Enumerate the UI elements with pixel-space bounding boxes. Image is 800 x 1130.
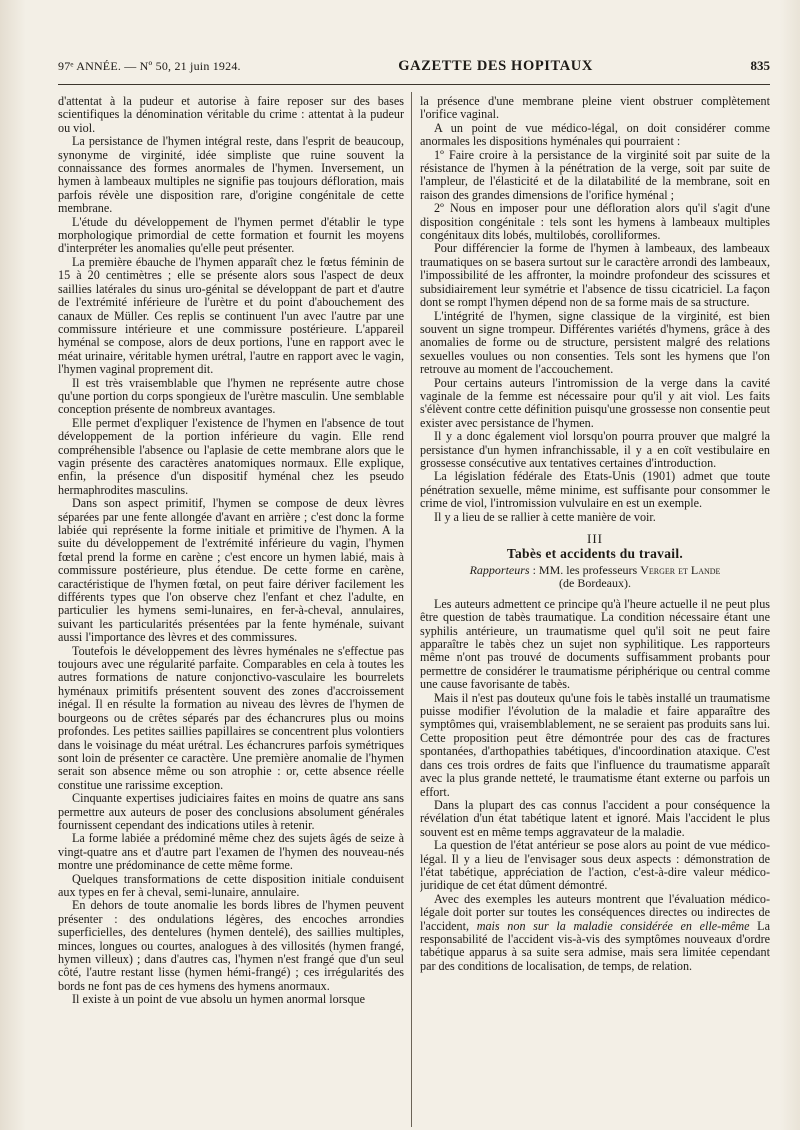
paragraph: Elle permet d'expliquer l'existence de l'hymen en l'absence de tout développement de la portion inférieure du vagin. Elle rend compréhensible l'absence ou l'aplasie de cette membrane alors que le vagin présente des caractères anatomiques normaux. Elle explique, enfin, la présence d'un dispositif hyménal chez les pseudo hermaphrodites masculins.: [58, 415, 404, 497]
paragraph: Dans son aspect primitif, l'hymen se compose de deux lèvres séparées par une fente allongée d'avant en arrière ; c'est donc la forme labiée qui représente la forme initiale et primitive de l'hymen. A la suite du développement de l'extrémité inférieure du vagin, l'hymen fœtal prend la forme en carène ; c'est encore un hymen labié, mais à commissure postérieure, plus étendue. De cette forme en carène, caractéristique de l'hymen fœtal, on peut faire dériver facilement les différents types que l'on observe chez l'enfant et chez l'adulte, en particulier les hymens semi-lunaires, en fer-à-cheval, annulaires, suivant les particularités présentées par la fente hyménale, suivant aussi l'importance des lèvres et des commissures.: [58, 496, 404, 645]
paragraph: la présence d'une membrane pleine vient obstruer complètement l'orifice vaginal.: [420, 95, 770, 122]
paragraph: L'intégrité de l'hymen, signe classique de la virginité, est bien souvent un signe trompeur. Différentes variétés d'hymens, grâce à des anomalies de forme ou de structure, persistent malgré des relations sexuelles voulues ou non consenties. Tels sont les hymens que l'on retrouve au moment de l'accouchement.: [420, 308, 770, 377]
list-item: 2º Nous en imposer pour une défloration alors qu'il s'agit d'une disposition congénitale : tels sont les hymens à lambeaux multiples congénitaux dits lobés, multilobés, corolliformes.: [420, 201, 770, 243]
left-column: [58, 95, 404, 1125]
paragraph: Pour différencier la forme de l'hymen à lambeaux, des lambeaux traumatiques on se basera surtout sur le caractère arrondi des lambeaux, l'impossibilité de les affronter, la moindre profondeur des scissures et subsidiairement leur symétrie et l'absence de tissu cicatriciel. La façon dont se rompt l'hymen dépend non de sa forme mais de sa structure.: [420, 241, 770, 310]
paragraph: En dehors de toute anomalie les bords libres de l'hymen peuvent présenter : des ondulations légères, des encoches arrondies superficielles, des dentelures (hymen dentelé), des saillies multiples, minces, longues ou courtes, analogues à des villosités (hymen frangé, hymen villeux) ; dans d'autres cas, l'hymen n'est frangé que d'un seul côté, l'autre restant lisse (hymen hémi-frangé) ; ces irrégularités des bords ne font pas de ces hymens des hymens anormaux.: [58, 898, 404, 993]
list-item: 1º Faire croire à la persistance de la virginité soit par suite de la résistance de l'hymen à la pénétration de la verge, soit par suite de l'ampleur, de l'élasticité et de la dilatabilité de la membrane, soit en raison des grandes dimensions de l'orifice hyménal ;: [420, 147, 770, 202]
paragraph: Les auteurs admettent ce principe qu'à l'heure actuelle il ne peut plus être question de tabès traumatique. La condition nécessaire étant une syphilis antérieure, un traumatisme quel qu'il soit ne peut faire apparaître le tabès chez un sujet non syphilitique. Les rapporteurs même n'ont pas trouvé de documents suffisamment probants pour permettre de considérer le traumatisme périphérique ou central comme une cause favorisante de tabès.: [420, 596, 770, 692]
journal-title: GAZETTE DES HOPITAUX: [398, 58, 593, 74]
paragraph: Il y a donc également viol lorsqu'on pourra prouver que malgré la persistance d'un hymen infranchissable, il y a en coït vestibulaire en grossesse consécutive aux tentatives certaines d'introduction.: [420, 429, 770, 470]
text-run: Avec des exemples les auteurs montrent que l'évaluation médico-légale doit porter sur toutes les conséquences directes ou indirectes de l'accident,: [420, 891, 770, 933]
page-header: [58, 58, 770, 82]
paragraph: La législation fédérale des Etats-Unis (1901) admet que toute pénétration sexuelle, même minime, est suffisante pour consommer le crime de viol, l'intromission vulvulaire en est un exemple.: [420, 469, 770, 511]
paragraph: Il existe à un point de vue absolu un hymen anormal lorsque: [72, 992, 365, 1007]
rapporteurs-place: (de Bordeaux).: [559, 575, 631, 590]
right-column: [420, 95, 770, 1125]
page-number: 835: [750, 58, 770, 73]
paragraph: L'étude du développement de l'hymen permet d'établir le type morphologique primordial de cette formation et fournit les moyens d'interpréter les anomalies qu'elle peut présenter.: [58, 214, 404, 256]
paragraph: Pour certains auteurs l'intromission de la verge dans la cavité vaginale de la femme est nécessaire pour qu'il y ait viol. Les faits s'élèvent contre cette définition puisqu'une grossesse non consentie peut exister avec persistance de l'hymen.: [420, 375, 770, 430]
paragraph: La question de l'état antérieur se pose alors au point de vue médico-légal. Il y a lieu de l'envisager sous deux aspects : démonstration de l'état tabétique, appréciation de l'action, c'est-à-dire valeur médico-juridique de cet état dûment démontré.: [420, 838, 770, 893]
paragraph: Dans la plupart des cas connus l'accident a pour conséquence la révélation d'un état tabétique latent et ignoré. Mais l'accident le plus souvent est en même temps aggravateur de la maladie.: [420, 797, 770, 839]
rapporteurs-line: [420, 564, 770, 590]
paragraph: La persistance de l'hymen intégral reste, dans l'esprit de beaucoup, synonyme de virginité, idée simpliste que ruine souvent la connaissance des formes anormales de l'hymen. Inversement, un hymen à lambeaux multiples ne signifie pas toujours défloration, mais parfois révèle une disposition rare, d'origine congénitale de cette membrane.: [58, 134, 404, 216]
paragraph: Cinquante expertises judiciaires faites en moins de quatre ans sans permettre aux auteurs de poser des conclusions absolument générales fournissent cependant des indications utiles à retenir.: [58, 791, 404, 832]
issue-info: 97ᵉ ANNÉE. — Nº 50, 21 juin 1924.: [58, 59, 241, 73]
paragraph: Toutefois le développement des lèvres hyménales ne s'effectue pas toujours avec une régularité parfaite. Comparables en cela à toutes les autres formations de nature conjonctivo-vasculaire les bourrelets hyménaux primitifs présentent souvent des zones d'accroissement inégal. Il en résulte la formation au niveau des lèvres de l'hymen de bourgeons ou de crêtes séparés par des échancrures plus ou moins profondes. Les petites saillies papillaires se concentrent plus volontiers dans le voisinage du méat urétral. Les échancrures parfois symétriques sont loin de présenter ce caractère. Une première anomalie de l'hymen serait son absence même ou son atrophie : or, cette absence réelle constitue une rarissime exception.: [58, 643, 404, 792]
paragraph: d'attentat à la pudeur et autorise à faire reposer sur des bases scientifiques la dénomination véritable du crime : attentat à la pudeur ou viol.: [58, 95, 404, 135]
paragraph: Il y a lieu de se rallier à cette manière de voir.: [434, 509, 656, 524]
header-rule: [58, 84, 770, 85]
paragraph: A un point de vue médico-légal, on doit considérer comme anormales les dispositions hyménales qui pourraient :: [420, 120, 770, 149]
paragraph: La forme labiée a prédominé même chez des sujets âgés de seize à vingt-quatre ans et d'autre part l'examen de l'hymen des nouveau-nés montre une prédominance de cette même forme.: [58, 831, 404, 873]
text-run: La responsabilité de l'accident vis-à-vis des symptômes nouveaux d'ordre tabétique apparus à sa suite sera admise, mais sera limitée cependant par des conditions de localisation, de temps, de relation.: [420, 918, 770, 973]
paragraph: Quelques transformations de cette disposition initiale conduisent aux types en fer à cheval, semi-lunaire, annulaire.: [58, 871, 404, 899]
paragraph: La première ébauche de l'hymen apparaît chez le fœtus féminin de 15 à 20 centimètres ; elle se présente alors sous l'aspect de deux saillies latérales du sinus uro-génital se développant de part et d'autre de l'extrémité inférieure de l'urètre et du point d'abouchement des canaux de Müller. Ces replis se continuent l'un avec l'autre par une commissure intérieure et une commissure postérieure. L'appareil hyménal se compose, alors de deux portions, l'une en rapport avec le méat urinaire, véritable hymen urétral, l'autre en rapport avec le vagin, l'hymen vaginal proprement dit.: [58, 254, 404, 377]
section-title: Tabès et accidents du travail.: [506, 546, 684, 562]
section-number: III: [587, 531, 603, 546]
paragraph: Il est très vraisemblable que l'hymen ne représente autre chose qu'une portion du corps spongieux de l'urètre masculin. Une semblable conception présente de nombreux avantages.: [58, 375, 404, 417]
rapporteurs-names: Verger et Lande: [640, 562, 721, 577]
italic-run: mais non sur la maladie considérée en elle-même: [476, 918, 750, 933]
paragraph: [420, 893, 770, 973]
paragraph: Mais il n'est pas douteux qu'une fois le tabès installé un traumatisme puisse modifier l'évolution de la maladie et faire apparaître des symptômes qui, vraisemblablement, ne se seraient pas produits sans lui. Cette proposition peut être démontrée pour des cas de fractures spontanées, d'arthopathies tabétiques, d'incoordination ataxique. C'est dans ces trois ordres de faits que l'influence du traumatisme apparaît avec la plus grande netteté, le traumatisme étant externe ou parfois un effort.: [420, 690, 770, 799]
column-divider: [411, 92, 412, 1127]
rapporteurs-text: : MM. les professeurs: [529, 562, 641, 577]
rapporteurs-label: Rapporteurs: [469, 562, 530, 577]
